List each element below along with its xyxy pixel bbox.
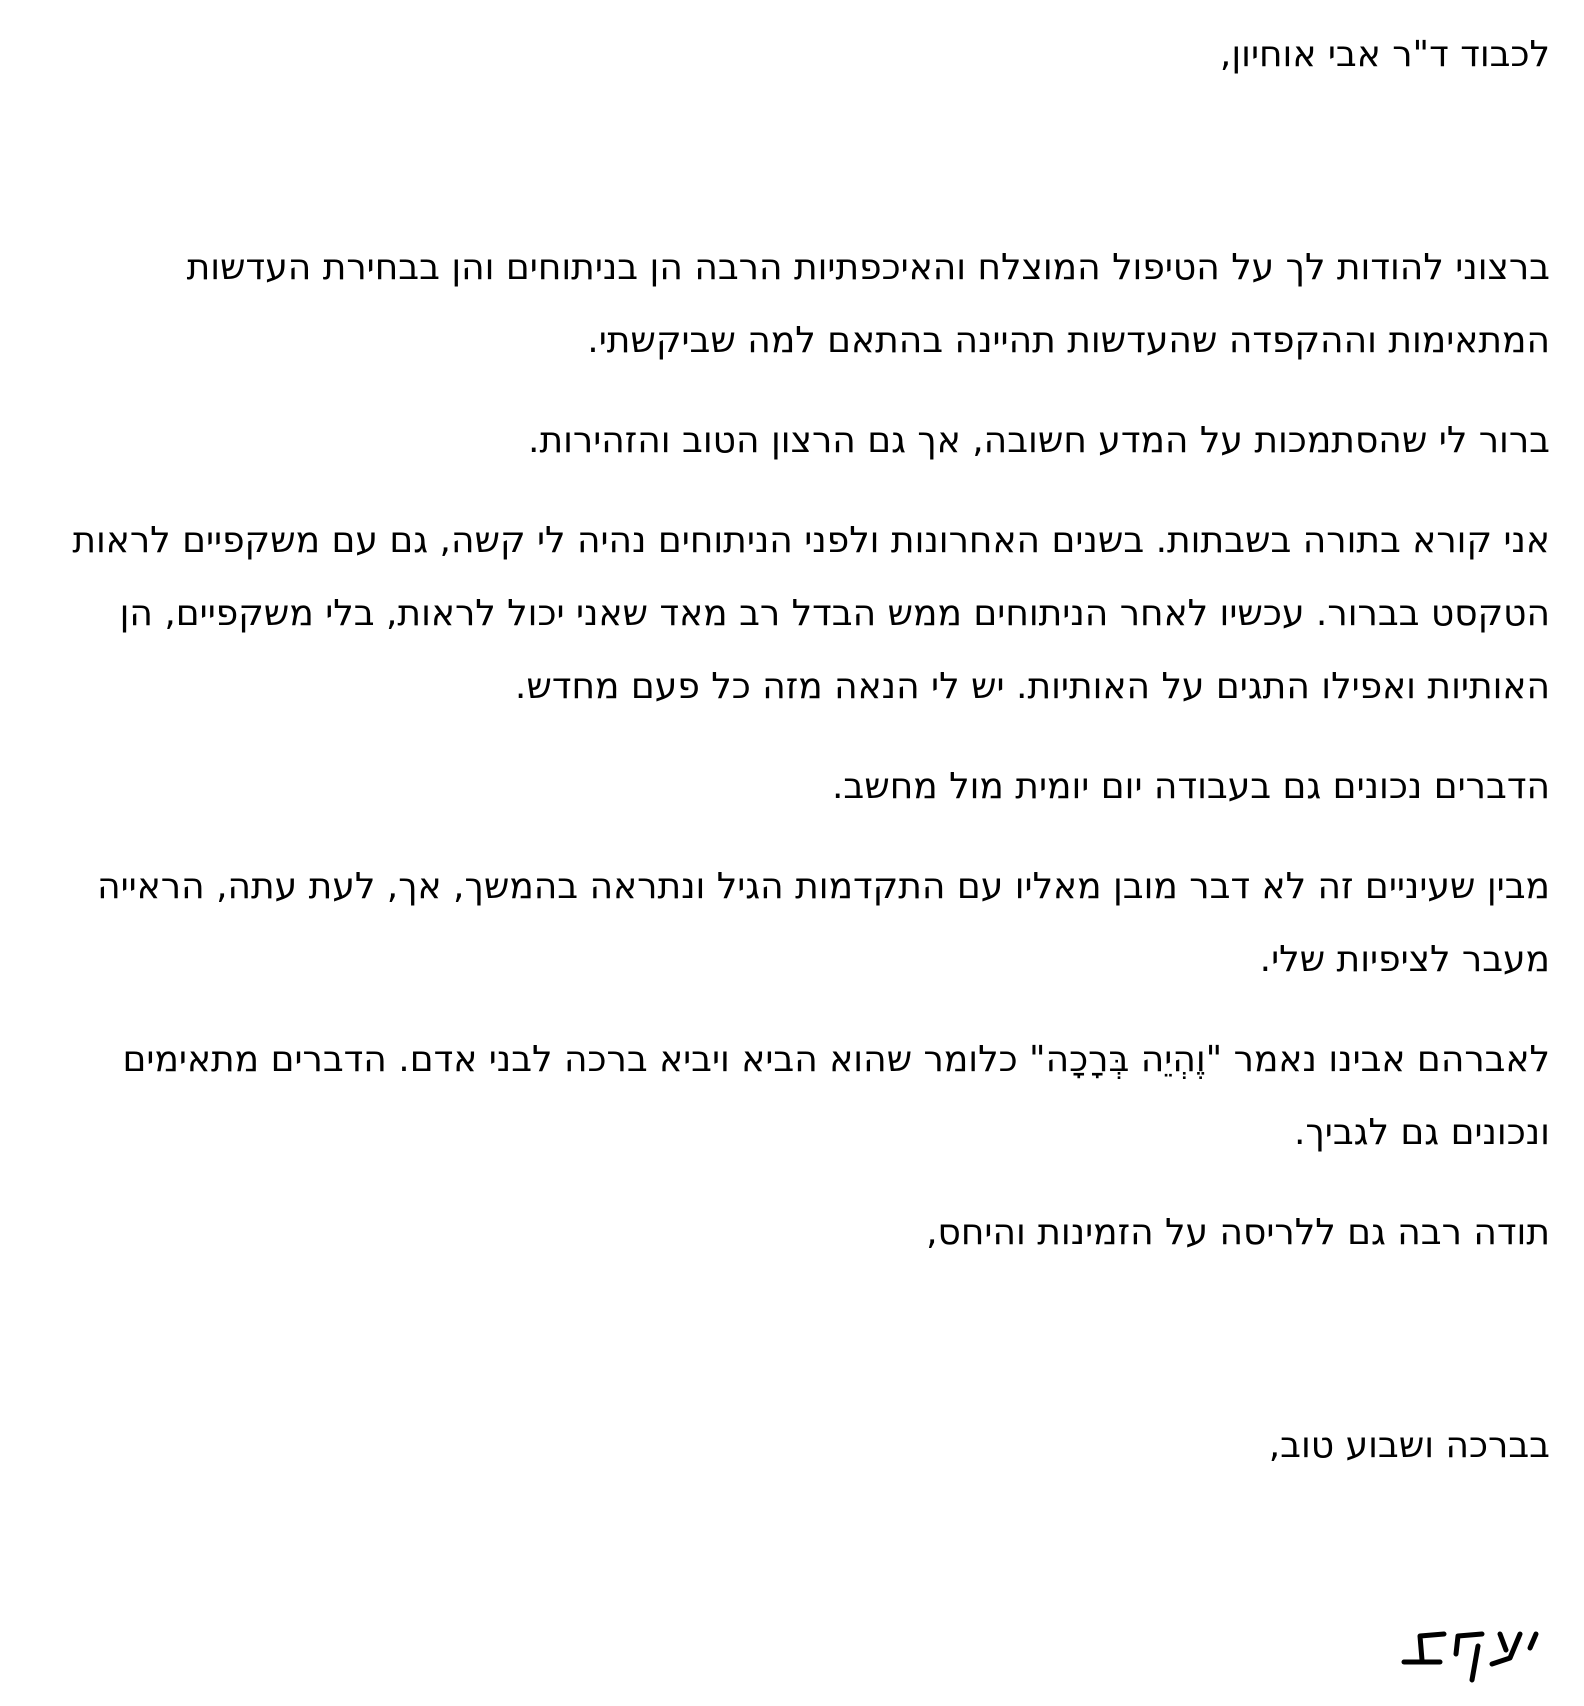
letter-closing: בברכה ושבוע טוב, bbox=[1268, 1425, 1550, 1466]
handwritten-signature bbox=[1396, 1624, 1546, 1686]
letter-paragraph-blessing: לאברהם אבינו נאמר "וֶהְיֵה בְּרָכָה" כלומר שהוא הביא ויביא ברכה לבני אדם. הדברים מתאימים ונכונים גם לגביך. bbox=[122, 1039, 1550, 1153]
letter-body bbox=[60, 18, 1550, 1482]
letter-salutation: לכבוד ד"ר אבי אוחיון, bbox=[1219, 34, 1550, 75]
letter-paragraph-age: מבין שעיניים זה לא דבר מובן מאליו עם התקדמות הגיל ונתראה בהמשך, אך, לעת עתה, הראייה מעבר לציפיות שלי. bbox=[97, 866, 1550, 980]
letter-paragraph-larisa: תודה רבה גם ללריסה על הזמינות והיחס, bbox=[926, 1212, 1550, 1253]
letter-paragraph-science: ברור לי שהסתמכות על המדע חשובה, אך גם הרצון הטוב והזהירות. bbox=[528, 420, 1550, 461]
letter-paragraph-thanks: ברצוני להודות לך על הטיפול המוצלח והאיכפתיות הרבה הן בניתוחים והן בבחירת העדשות המתאימות וההקפדה שהעדשות תהיינה בהתאם למה שביקשתי. bbox=[186, 247, 1550, 361]
letter-paragraph-torah-reading: אני קורא בתורה בשבתות. בשנים האחרונות ולפני הניתוחים נהיה לי קשה, גם עם משקפיים לראות הטקסט בברור. עכשיו לאחר הניתוחים ממש הבדל רב מאד שאני יכול לראות, בלי משקפיים, הן האותיות ואפילו התגים על האותיות. יש לי הנאה מזה כל פעם מחדש. bbox=[72, 520, 1550, 707]
letter-paragraph-computer-work: הדברים נכונים גם בעבודה יום יומית מול מחשב. bbox=[831, 766, 1550, 807]
